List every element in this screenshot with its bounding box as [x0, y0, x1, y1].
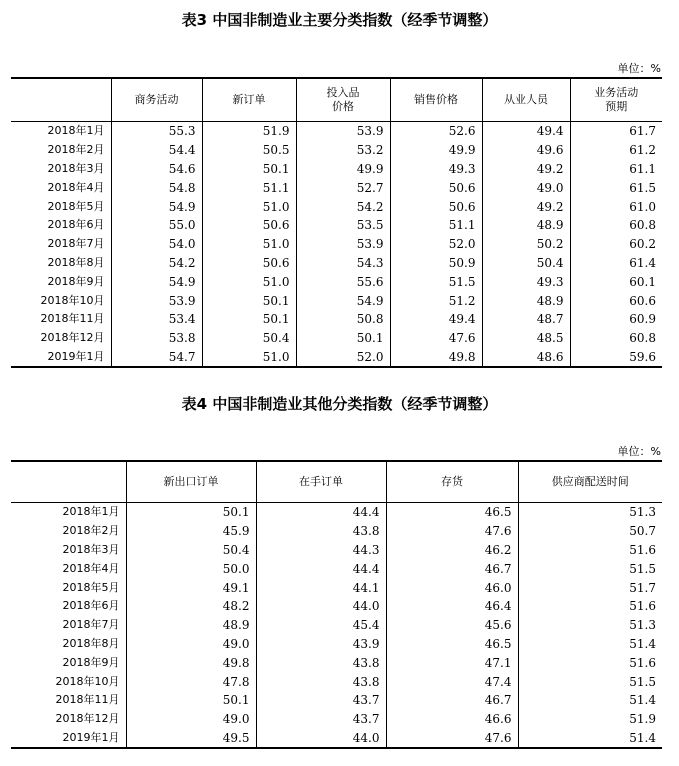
table3-value-cell: 49.3 — [390, 160, 482, 179]
table3-value-cell: 60.8 — [570, 329, 662, 348]
table3-row — [11, 235, 662, 254]
table4-value-cell: 50.7 — [518, 522, 662, 541]
table3-value-cell: 55.6 — [296, 272, 390, 291]
table4-value-cell: 51.6 — [518, 541, 662, 560]
table3-value-cell: 54.3 — [296, 254, 390, 273]
table3-value-cell: 61.0 — [570, 197, 662, 216]
table3-month-cell: 2018年6月 — [47, 218, 105, 232]
table4-body — [11, 503, 662, 749]
table3-value-cell: 50.1 — [202, 310, 296, 329]
table4-value-cell: 50.0 — [126, 559, 256, 578]
table3-value-cell: 61.7 — [570, 122, 662, 141]
table3-value-cell: 61.5 — [570, 178, 662, 197]
table3-value-cell: 61.4 — [570, 254, 662, 273]
table3-value-cell: 50.5 — [202, 141, 296, 160]
table4-header-cell — [11, 461, 126, 503]
table4-value-cell: 49.5 — [126, 729, 256, 749]
table4-row — [11, 597, 662, 616]
table3-header-cell: 新订单 — [202, 78, 296, 122]
table3-value-cell: 54.9 — [111, 272, 202, 291]
table3-value-cell: 60.2 — [570, 235, 662, 254]
table4-value-cell: 46.5 — [386, 635, 518, 654]
table3-row — [11, 348, 662, 368]
table4-value-cell: 47.4 — [386, 672, 518, 691]
table4-header-cell: 在手订单 — [256, 461, 386, 503]
table3-value-cell: 53.9 — [296, 122, 390, 141]
table4-month-cell: 2019年1月 — [62, 730, 120, 744]
table3-value-cell: 51.9 — [202, 122, 296, 141]
table4-value-cell: 47.6 — [386, 522, 518, 541]
table4-value-cell: 46.5 — [386, 503, 518, 522]
table3-value-cell: 54.0 — [111, 235, 202, 254]
table4-month-cell: 2018年6月 — [62, 599, 120, 613]
table3-value-cell: 59.6 — [570, 348, 662, 368]
table3-row — [11, 216, 662, 235]
table3-header-cell: 销售价格 — [390, 78, 482, 122]
table4-value-cell: 45.4 — [256, 616, 386, 635]
table4-value-cell: 50.4 — [126, 541, 256, 560]
table3-value-cell: 49.2 — [482, 160, 570, 179]
table4-value-cell: 51.5 — [518, 559, 662, 578]
table3-value-cell: 55.3 — [111, 122, 202, 141]
table3-value-cell: 50.1 — [202, 291, 296, 310]
table3-value-cell: 53.9 — [296, 235, 390, 254]
table3-row — [11, 197, 662, 216]
table4-month-cell: 2018年8月 — [62, 636, 120, 650]
table4 — [11, 460, 662, 749]
table4-value-cell: 46.4 — [386, 597, 518, 616]
table3-value-cell: 50.8 — [296, 310, 390, 329]
table4-month-cell: 2018年11月 — [55, 693, 120, 707]
table3-header-cell: 投入品 价格 — [296, 78, 390, 122]
table3-value-cell: 53.2 — [296, 141, 390, 160]
table4-value-cell: 47.6 — [386, 729, 518, 749]
table4-value-cell: 46.0 — [386, 578, 518, 597]
table4-value-cell: 43.9 — [256, 635, 386, 654]
table4-value-cell: 51.4 — [518, 635, 662, 654]
table4-header-cell: 供应商配送时间 — [518, 461, 662, 503]
table3-value-cell: 51.0 — [202, 348, 296, 368]
table4-value-cell: 48.2 — [126, 597, 256, 616]
table4-header-cell: 存货 — [386, 461, 518, 503]
table4-value-cell: 49.8 — [126, 653, 256, 672]
table4-row — [11, 541, 662, 560]
table3-value-cell: 60.6 — [570, 291, 662, 310]
table4-title: 表4 中国非制造业其他分类指数（经季节调整） — [181, 395, 498, 413]
table3-row — [11, 291, 662, 310]
table3-row — [11, 329, 662, 348]
table4-value-cell: 44.4 — [256, 559, 386, 578]
table3-value-cell: 50.6 — [202, 254, 296, 273]
table4-row — [11, 672, 662, 691]
table3-value-cell: 49.2 — [482, 197, 570, 216]
table3-month-cell: 2018年11月 — [40, 312, 105, 326]
table3-value-cell: 49.0 — [482, 178, 570, 197]
table4-header-cell: 新出口订单 — [126, 461, 256, 503]
table3-unit: 单位：% — [617, 62, 661, 75]
table3-value-cell: 48.7 — [482, 310, 570, 329]
table3-month-cell: 2018年1月 — [47, 124, 105, 138]
table3-value-cell: 53.9 — [111, 291, 202, 310]
table3-value-cell: 51.0 — [202, 272, 296, 291]
table3-value-cell: 60.1 — [570, 272, 662, 291]
table3-value-cell: 50.1 — [202, 160, 296, 179]
table4-value-cell: 50.1 — [126, 691, 256, 710]
table4-value-cell: 46.2 — [386, 541, 518, 560]
table3-value-cell: 49.3 — [482, 272, 570, 291]
table3-month-cell: 2018年10月 — [40, 293, 105, 307]
table4-value-cell: 49.1 — [126, 578, 256, 597]
table4-unit: 单位：% — [617, 445, 661, 458]
table4-value-cell: 44.0 — [256, 729, 386, 749]
table4-month-cell: 2018年9月 — [62, 655, 120, 669]
table3-value-cell: 60.8 — [570, 216, 662, 235]
table3-value-cell: 50.6 — [390, 197, 482, 216]
table4-value-cell: 48.9 — [126, 616, 256, 635]
table4-header-row — [11, 461, 662, 503]
table4-value-cell: 51.4 — [518, 691, 662, 710]
table4-row — [11, 691, 662, 710]
table4-row — [11, 559, 662, 578]
table3-value-cell: 54.9 — [296, 291, 390, 310]
table3-value-cell: 51.0 — [202, 197, 296, 216]
table3-body — [11, 122, 662, 368]
table3-value-cell: 51.2 — [390, 291, 482, 310]
table4-value-cell: 44.1 — [256, 578, 386, 597]
table4-month-cell: 2018年2月 — [62, 524, 120, 538]
table3-value-cell: 52.7 — [296, 178, 390, 197]
table4-value-cell: 44.0 — [256, 597, 386, 616]
table4-row — [11, 635, 662, 654]
table4-row — [11, 729, 662, 749]
table3-value-cell: 54.4 — [111, 141, 202, 160]
table3-value-cell: 48.9 — [482, 216, 570, 235]
table3-value-cell: 50.4 — [202, 329, 296, 348]
table3-row — [11, 178, 662, 197]
table3-value-cell: 49.9 — [390, 141, 482, 160]
table4-value-cell: 46.7 — [386, 691, 518, 710]
table3-value-cell: 52.0 — [390, 235, 482, 254]
table4-value-cell: 43.7 — [256, 710, 386, 729]
table4-row — [11, 522, 662, 541]
table3-value-cell: 53.5 — [296, 216, 390, 235]
table3-value-cell: 53.8 — [111, 329, 202, 348]
table4-value-cell: 44.3 — [256, 541, 386, 560]
table3-row — [11, 272, 662, 291]
table4-value-cell: 51.3 — [518, 616, 662, 635]
table3-row — [11, 310, 662, 329]
table3-value-cell: 50.2 — [482, 235, 570, 254]
table3-value-cell: 52.0 — [296, 348, 390, 368]
table3-value-cell: 50.6 — [390, 178, 482, 197]
table3-header-cell: 从业人员 — [482, 78, 570, 122]
table4-month-cell: 2018年4月 — [62, 561, 120, 575]
table4-month-cell: 2018年3月 — [62, 542, 120, 556]
table4-value-cell: 43.7 — [256, 691, 386, 710]
table3-header-cell: 业务活动 预期 — [570, 78, 662, 122]
table4-value-cell: 47.8 — [126, 672, 256, 691]
table4-row — [11, 653, 662, 672]
table3-value-cell: 50.4 — [482, 254, 570, 273]
table3-value-cell: 51.1 — [202, 178, 296, 197]
table4-month-cell: 2018年12月 — [55, 712, 120, 726]
table3-value-cell: 47.6 — [390, 329, 482, 348]
table4-month-cell: 2018年5月 — [62, 580, 120, 594]
table3-row — [11, 122, 662, 141]
table4-value-cell: 47.1 — [386, 653, 518, 672]
table3-value-cell: 48.6 — [482, 348, 570, 368]
table4-value-cell: 51.9 — [518, 710, 662, 729]
table4-value-cell: 49.0 — [126, 710, 256, 729]
table3-value-cell: 54.9 — [111, 197, 202, 216]
table3-title: 表3 中国非制造业主要分类指数（经季节调整） — [181, 11, 498, 29]
table3-value-cell: 50.9 — [390, 254, 482, 273]
table4-value-cell: 46.7 — [386, 559, 518, 578]
table4-value-cell: 51.6 — [518, 597, 662, 616]
table4-value-cell: 51.5 — [518, 672, 662, 691]
table3-month-cell: 2018年12月 — [40, 331, 105, 345]
table3-value-cell: 61.1 — [570, 160, 662, 179]
table3-value-cell: 51.1 — [390, 216, 482, 235]
table3-row — [11, 141, 662, 160]
table3-value-cell: 49.6 — [482, 141, 570, 160]
table4-value-cell: 43.8 — [256, 672, 386, 691]
table3-row — [11, 160, 662, 179]
table3-value-cell: 48.5 — [482, 329, 570, 348]
table3 — [11, 77, 662, 368]
table3-month-cell: 2018年4月 — [47, 180, 105, 194]
table3-value-cell: 54.8 — [111, 178, 202, 197]
table4-value-cell: 43.8 — [256, 653, 386, 672]
table4-value-cell: 51.7 — [518, 578, 662, 597]
table4-row — [11, 503, 662, 522]
table3-month-cell: 2018年5月 — [47, 199, 105, 213]
table3-month-cell: 2018年8月 — [47, 255, 105, 269]
table4-row — [11, 710, 662, 729]
table3-month-cell: 2019年1月 — [47, 349, 105, 363]
table4-month-cell: 2018年1月 — [62, 505, 120, 519]
table4-value-cell: 46.6 — [386, 710, 518, 729]
table3-value-cell: 51.5 — [390, 272, 482, 291]
table3-value-cell: 61.2 — [570, 141, 662, 160]
table4-row — [11, 578, 662, 597]
table3-value-cell: 49.4 — [390, 310, 482, 329]
table4-value-cell: 51.4 — [518, 729, 662, 749]
table3-month-cell: 2018年9月 — [47, 274, 105, 288]
table3-month-cell: 2018年3月 — [47, 161, 105, 175]
table4-value-cell: 51.6 — [518, 653, 662, 672]
table3-row — [11, 254, 662, 273]
table4-value-cell: 45.6 — [386, 616, 518, 635]
table3-value-cell: 54.2 — [296, 197, 390, 216]
table3-value-cell: 50.6 — [202, 216, 296, 235]
table4-row — [11, 616, 662, 635]
table3-value-cell: 54.7 — [111, 348, 202, 368]
table4-month-cell: 2018年7月 — [62, 618, 120, 632]
table4-value-cell: 51.3 — [518, 503, 662, 522]
table4-value-cell: 44.4 — [256, 503, 386, 522]
table3-value-cell: 49.8 — [390, 348, 482, 368]
table3-value-cell: 54.2 — [111, 254, 202, 273]
table3-header-cell — [11, 78, 111, 122]
table3-value-cell: 49.9 — [296, 160, 390, 179]
table3-value-cell: 54.6 — [111, 160, 202, 179]
table4-value-cell: 45.9 — [126, 522, 256, 541]
table4-value-cell: 50.1 — [126, 503, 256, 522]
table3-value-cell: 60.9 — [570, 310, 662, 329]
table3-value-cell: 51.0 — [202, 235, 296, 254]
table3-value-cell: 49.4 — [482, 122, 570, 141]
table4-value-cell: 43.8 — [256, 522, 386, 541]
table4-month-cell: 2018年10月 — [55, 674, 120, 688]
table3-value-cell: 48.9 — [482, 291, 570, 310]
table4-value-cell: 49.0 — [126, 635, 256, 654]
table3-value-cell: 55.0 — [111, 216, 202, 235]
table3-value-cell: 50.1 — [296, 329, 390, 348]
table3-month-cell: 2018年7月 — [47, 237, 105, 251]
table3-header-cell: 商务活动 — [111, 78, 202, 122]
table3-value-cell: 53.4 — [111, 310, 202, 329]
table3-month-cell: 2018年2月 — [47, 143, 105, 157]
table3-header-row — [11, 78, 662, 122]
table3-value-cell: 52.6 — [390, 122, 482, 141]
